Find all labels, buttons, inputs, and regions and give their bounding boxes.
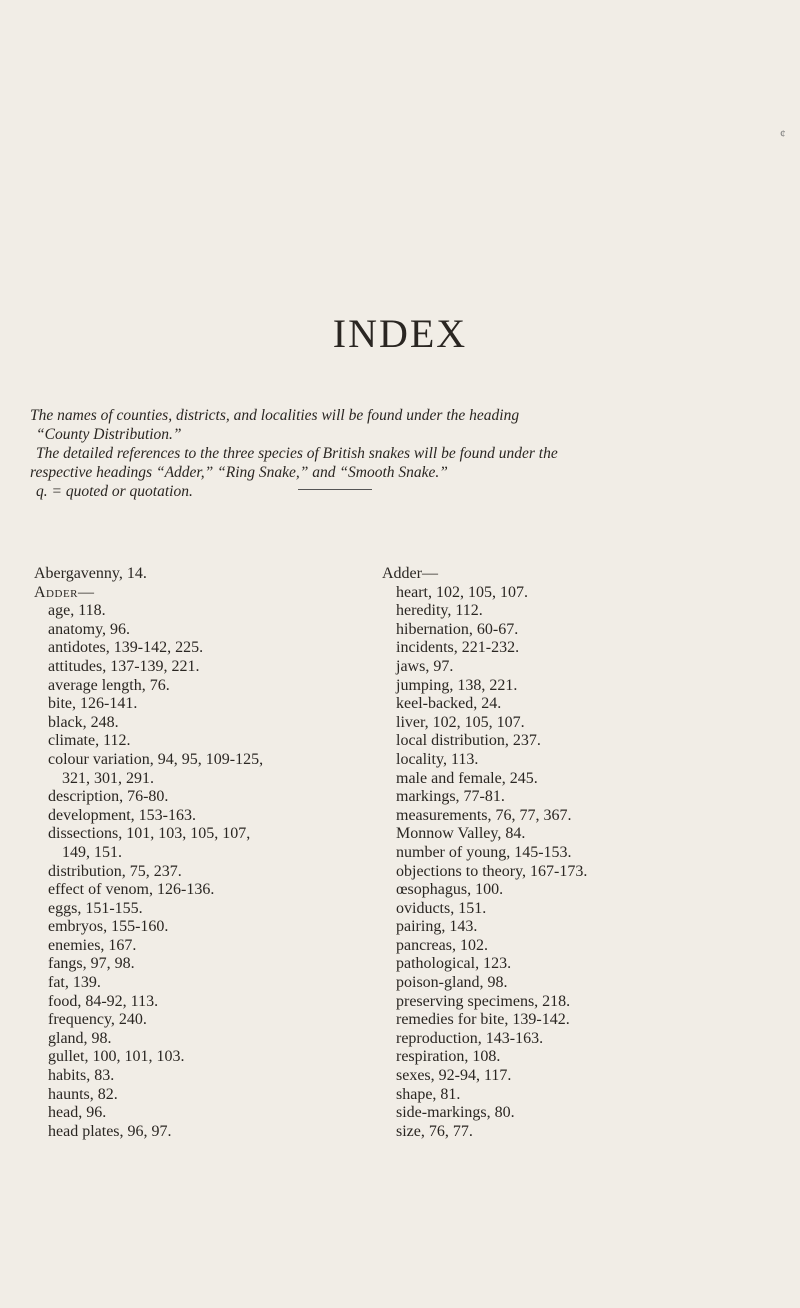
index-entry: Abergavenny, 14. <box>34 565 147 582</box>
index-entry: haunts, 82. <box>48 1085 118 1103</box>
index-entry: embryos, 155-160. <box>48 918 169 936</box>
index-entry: jaws, 97. <box>396 657 454 675</box>
index-entry: shape, 81. <box>396 1085 461 1103</box>
index-entry: Adder— <box>34 583 95 601</box>
index-entry: climate, 112. <box>48 732 131 750</box>
index-entry: preserving specimens, 218. <box>396 992 571 1010</box>
index-entry: frequency, 240. <box>48 1011 147 1029</box>
index-entry: heredity, 112. <box>396 602 483 620</box>
index-column-left <box>34 565 354 1141</box>
index-entry: head, 96. <box>48 1104 107 1122</box>
index-entry: Adder— <box>382 565 438 582</box>
note-line: The detailed references to the three species of British snakes will be found under the <box>36 445 558 462</box>
index-entry: effect of venom, 126-136. <box>48 881 215 899</box>
index-entry: hibernation, 60-67. <box>396 620 519 638</box>
index-entry: size, 76, 77. <box>396 1122 473 1140</box>
index-entry: œsophagus, 100. <box>396 881 504 899</box>
index-entry: pancreas, 102. <box>396 936 488 954</box>
index-entry: colour variation, 94, 95, 109-125, <box>48 750 264 768</box>
index-entry: poison-gland, 98. <box>396 974 508 992</box>
index-entry: pathological, 123. <box>396 955 512 973</box>
note-line: “County Distribution.” <box>36 426 182 443</box>
index-entry: eggs, 151-155. <box>48 899 143 917</box>
index-entry: gullet, 100, 101, 103. <box>48 1048 185 1066</box>
page-mark: ¢ <box>780 128 786 140</box>
index-column-right <box>382 565 792 1141</box>
index-entry: male and female, 245. <box>396 769 538 787</box>
index-entry: keel-backed, 24. <box>396 695 502 713</box>
index-entry: dissections, 101, 103, 105, 107, <box>48 825 251 843</box>
index-entry: heart, 102, 105, 107. <box>396 583 528 601</box>
index-notes <box>30 406 790 501</box>
index-entry: local distribution, 237. <box>396 732 541 750</box>
index-entry: habits, 83. <box>48 1067 115 1085</box>
index-entry: 321, 301, 291. <box>62 769 154 787</box>
divider-rule <box>298 489 372 490</box>
index-entry: measurements, 76, 77, 367. <box>396 806 572 824</box>
index-entry: incidents, 221-232. <box>396 639 520 657</box>
index-entry: 149, 151. <box>62 843 122 861</box>
index-entry: reproduction, 143-163. <box>396 1029 544 1047</box>
index-entry: development, 153-163. <box>48 806 196 824</box>
index-entry: remedies for bite, 139-142. <box>396 1011 570 1029</box>
index-entry: enemies, 167. <box>48 936 137 954</box>
index-entry: food, 84-92, 113. <box>48 992 159 1010</box>
index-entry: pairing, 143. <box>396 918 478 936</box>
index-entry: average length, 76. <box>48 676 170 694</box>
page-title: INDEX <box>332 311 468 356</box>
index-entry: oviducts, 151. <box>396 899 487 917</box>
index-entry: attitudes, 137-139, 221. <box>48 657 200 675</box>
index-entry: gland, 98. <box>48 1029 112 1047</box>
index-entry: black, 248. <box>48 713 119 731</box>
index-entry: antidotes, 139-142, 225. <box>48 639 204 657</box>
index-entry: Monnow Valley, 84. <box>396 825 526 843</box>
index-entry: liver, 102, 105, 107. <box>396 713 525 731</box>
index-entry: locality, 113. <box>396 750 479 768</box>
index-entry: fat, 139. <box>48 974 101 992</box>
index-entry: distribution, 75, 237. <box>48 862 182 880</box>
index-entry: head plates, 96, 97. <box>48 1122 172 1140</box>
index-entry: description, 76-80. <box>48 788 169 806</box>
note-line: respective headings “Adder,” “Ring Snake,” and “Smooth Snake.” <box>30 464 448 481</box>
index-entry: number of young, 145-153. <box>396 843 572 861</box>
index-entry: markings, 77-81. <box>396 788 505 806</box>
note-line: q. = quoted or quotation. <box>36 483 193 500</box>
index-entry: side-markings, 80. <box>396 1104 515 1122</box>
index-entry: fangs, 97, 98. <box>48 955 135 973</box>
index-entry: objections to theory, 167-173. <box>396 862 588 880</box>
index-entry: age, 118. <box>48 602 106 620</box>
index-entry: bite, 126-141. <box>48 695 138 713</box>
index-entry: anatomy, 96. <box>48 620 131 638</box>
index-entry: jumping, 138, 221. <box>396 676 518 694</box>
index-entry: sexes, 92-94, 117. <box>396 1067 512 1085</box>
index-entry: respiration, 108. <box>396 1048 501 1066</box>
note-line: The names of counties, districts, and localities will be found under the heading <box>30 407 520 424</box>
